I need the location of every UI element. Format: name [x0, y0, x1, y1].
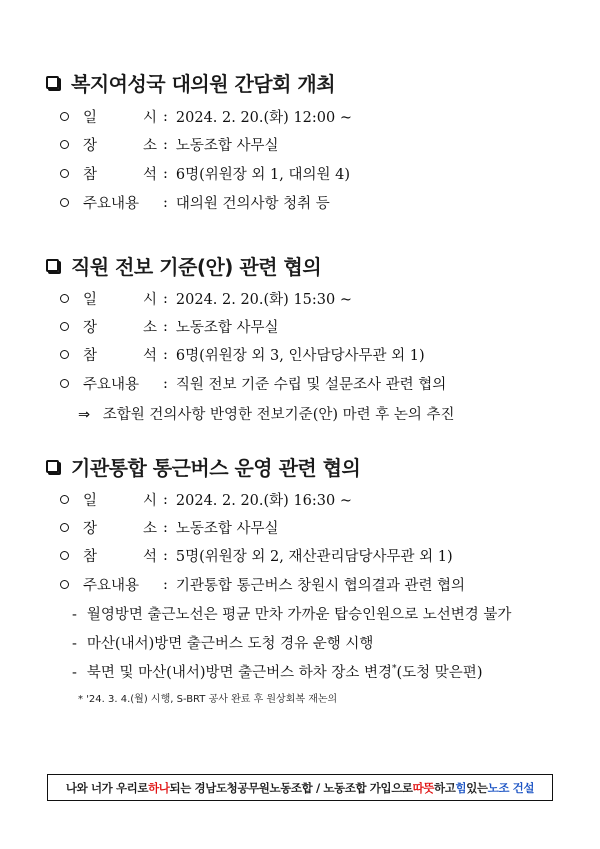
row-value: 2024. 2. 20.(화) 12:00 ~	[175, 110, 352, 126]
row-value: 직원 전보 기준 수립 및 설문조사 관련 협의	[175, 377, 447, 393]
row-value: 2024. 2. 20.(화) 16:30 ~	[175, 493, 352, 509]
row-label: 주요내용	[83, 578, 140, 594]
row-label: 일 시	[83, 110, 157, 126]
row-label: 참 석	[83, 167, 157, 183]
footnote-marker: *	[392, 664, 397, 675]
section-3-dash-item: - 마산(내서)방면 출근버스 도청 경유 운행 시행	[72, 636, 374, 652]
circle-bullet-icon	[60, 495, 69, 504]
row-label: 참 석	[83, 348, 157, 364]
row-value: 6명(위원장 외 1, 대의원 4)	[175, 167, 350, 183]
section-3-dash-item: - 북면 및 마산(내서)방면 출근버스 하차 장소 변경*(도청 맞은편)	[72, 664, 483, 681]
double-arrow-icon: ⇒	[78, 407, 91, 423]
section-3-title: 기관통합 통근버스 운영 관련 협의	[46, 452, 360, 481]
circle-bullet-icon	[60, 112, 69, 121]
checkbox-square-icon	[46, 460, 59, 473]
checkbox-square-icon	[46, 259, 59, 272]
row-label: 장 소	[83, 320, 157, 336]
section-2-row-attend: 참 석 : 6명(위원장 외 3, 인사담당사무관 외 1)	[60, 344, 425, 365]
row-value: 대의원 건의사항 청취 등	[175, 196, 330, 212]
section-1-title: 복지여성국 대의원 간담회 개최	[46, 68, 335, 97]
section-2-arrow-note: ⇒ 조합원 건의사항 반영한 전보기준(안) 마련 후 논의 추진	[78, 407, 455, 423]
section-3-row-content: 주요내용 : 기관통합 통근버스 창원시 협의결과 관련 협의	[60, 574, 465, 595]
row-value: 5명(위원장 외 2, 재산관리담당사무관 외 1)	[175, 549, 453, 565]
circle-bullet-icon	[60, 350, 69, 359]
section-2-row-date: 일 시 : 2024. 2. 20.(화) 15:30 ~	[60, 288, 352, 309]
section-1-row-content: 주요내용 : 대의원 건의사항 청취 등	[60, 192, 330, 213]
circle-bullet-icon	[60, 551, 69, 560]
section-1-row-date: 일 시 : 2024. 2. 20.(화) 12:00 ~	[60, 106, 352, 127]
row-label: 장 소	[83, 138, 157, 154]
section-3-row-place: 장 소 : 노동조합 사무실	[60, 517, 279, 538]
row-label: 참 석	[83, 549, 157, 565]
circle-bullet-icon	[60, 198, 69, 207]
row-label: 주요내용	[83, 196, 140, 212]
section-1-row-place: 장 소 : 노동조합 사무실	[60, 134, 279, 155]
circle-bullet-icon	[60, 379, 69, 388]
circle-bullet-icon	[60, 140, 69, 149]
section-3-dash-item: - 월영방면 출근노선은 평균 만차 가까운 탑승인원으로 노선변경 불가	[72, 607, 512, 623]
section-1-row-attend: 참 석 : 6명(위원장 외 1, 대의원 4)	[60, 163, 350, 184]
circle-bullet-icon	[60, 523, 69, 532]
row-value: 노동조합 사무실	[175, 320, 279, 336]
section-3-row-date: 일 시 : 2024. 2. 20.(화) 16:30 ~	[60, 489, 352, 510]
section-2-row-place: 장 소 : 노동조합 사무실	[60, 316, 279, 337]
row-label: 주요내용	[83, 377, 140, 393]
circle-bullet-icon	[60, 294, 69, 303]
checkbox-square-icon	[46, 76, 59, 89]
section-3-row-attend: 참 석 : 5명(위원장 외 2, 재산관리담당사무관 외 1)	[60, 545, 453, 566]
row-value: 2024. 2. 20.(화) 15:30 ~	[175, 292, 352, 308]
circle-bullet-icon	[60, 580, 69, 589]
section-2-title: 직원 전보 기준(안) 관련 협의	[46, 251, 321, 280]
slogan-banner: 나와 너가 우리로 하나 되는 경남도청공무원노동조합 / 노동조합 가입으로 따뜻 하고 힘 있는 노조 건설	[47, 774, 553, 801]
row-label: 장 소	[83, 521, 157, 537]
circle-bullet-icon	[60, 322, 69, 331]
circle-bullet-icon	[60, 169, 69, 178]
section-2-row-content: 주요내용 : 직원 전보 기준 수립 및 설문조사 관련 협의	[60, 373, 446, 394]
row-label: 일 시	[83, 292, 157, 308]
row-value: 기관통합 통근버스 창원시 협의결과 관련 협의	[175, 578, 466, 594]
row-value: 노동조합 사무실	[175, 521, 279, 537]
row-value: 6명(위원장 외 3, 인사담당사무관 외 1)	[175, 348, 425, 364]
row-value: 노동조합 사무실	[175, 138, 279, 154]
footnote: * '24. 3. 4.(월) 시행, S-BRT 공사 완료 후 원상회복 재논의	[78, 694, 338, 705]
row-label: 일 시	[83, 493, 157, 509]
